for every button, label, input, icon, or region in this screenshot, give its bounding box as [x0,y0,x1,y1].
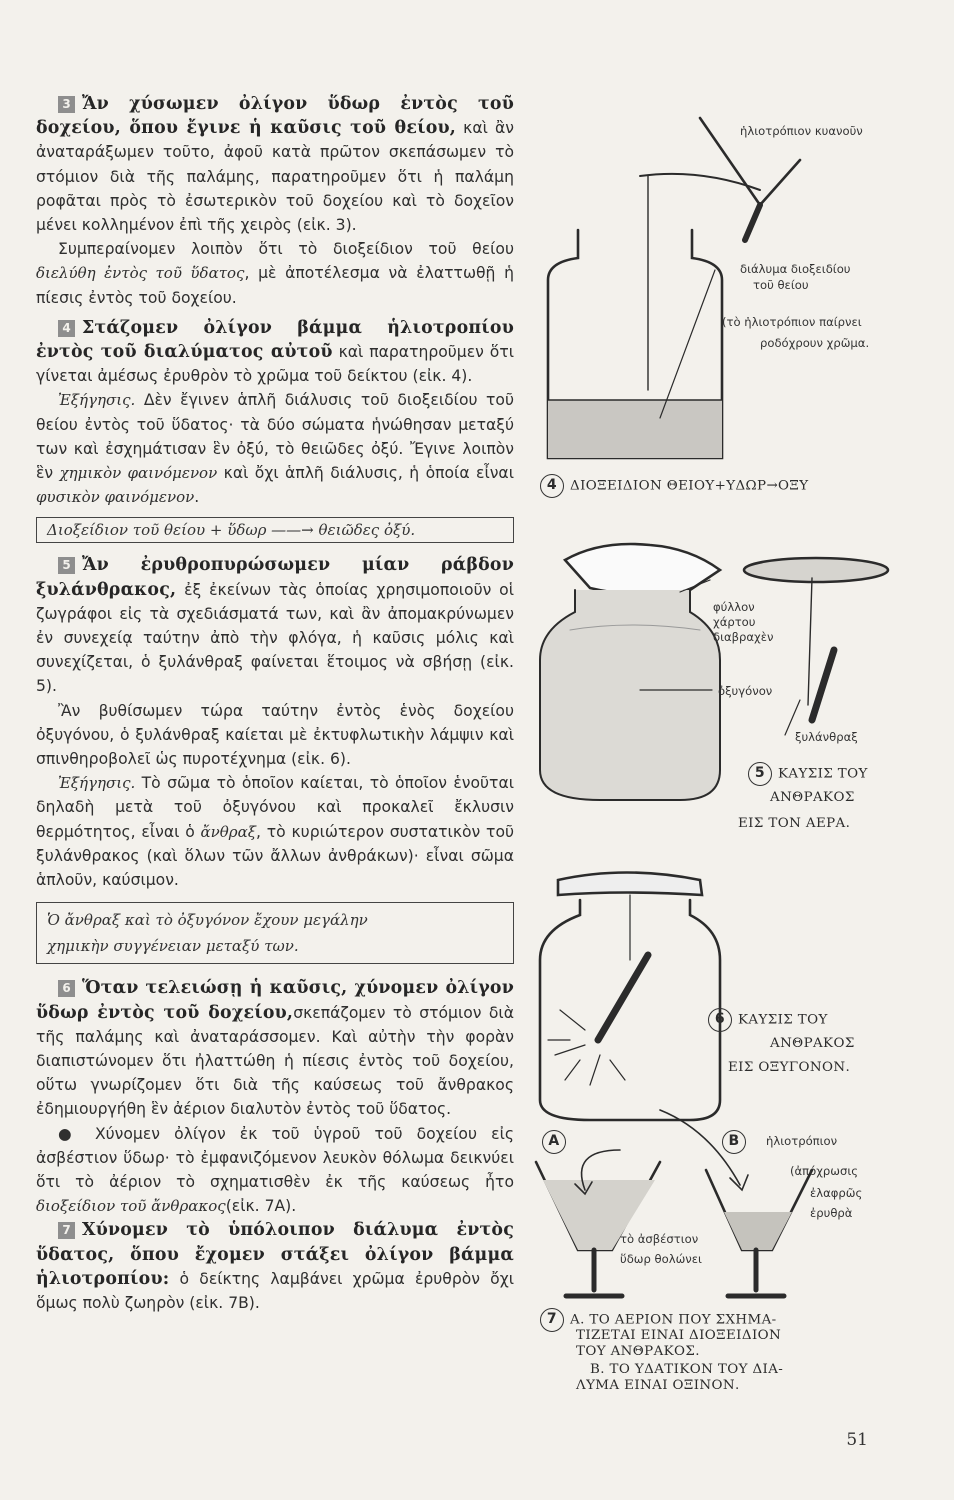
conclusion-text: Συμπεραίνομεν λοιπὸν ὅτι τὸ διοξείδιον τοῦ θείου [58,240,514,259]
explanation-text-5-end: , τὸ κυριώτερον συστατικὸν τοῦ ξυλάνθρακος (καὶ ὅλων τῶν ἄλλων ἀνθράκων)· εἶναι σῶμα ἁπλοῦν, καύσιμον. [36,822,515,890]
fig7-mark-a [542,1130,572,1154]
section-number-7: 7 [58,1222,75,1239]
section-7-heading: Χύνομεν τὸ ὑπόλοιπον διάλυμα ἐντὸς ὕδατος, ὅπου ἔχομεν στάξει ὀλίγον βάμμα ἡλιοτροπίου: [36,1220,514,1289]
section-number-3: 3 [58,96,75,113]
fig7-red-label: ἐρυθρὰ [810,1206,853,1220]
fig5-paper-label-3: διαβραχὲν [713,630,774,644]
fig4-number: 4 [540,474,564,498]
section-number-4: 4 [58,320,75,337]
fig7-number: 7 [540,1308,564,1332]
fig6-jar [540,873,720,1121]
section-5-body-2: Ἂν βυθίσωμεν τώρα ταύτην ἐντὸς ἑνὸς δοχείου ὀξυγόνου, ὁ ξυλάνθραξ καίεται μὲ ἐκτυφλωτικὴν λάμψιν καὶ σπινθηροβολεῖ ὡς πυροτέχνημα (εἰκ. 6). [36,701,514,769]
page-number: 51 [846,1430,868,1450]
affinity-box-line-1: Ὁ ἄνθραξ καὶ τὸ ὀξυγόνον ἔχουν μεγάλην [47,911,368,930]
fig6-caption-line-1: ΚΑΥΣΙΣ ΤΟΥ [738,1012,828,1028]
bullet-icon: ● [58,1124,81,1143]
fig4-litmus-label: ἡλιοτρόπιον κυανοῦν [740,124,863,138]
section-5-heading: Ἄν ἐρυθροπυρώσωμεν μίαν ράβδον ξυλάνθρακος, [36,555,514,600]
explanation-italic-2: φυσικὸν φαινόμενον [36,488,195,507]
section-number-5: 5 [58,557,75,574]
fig7-mark-a-circle: A [542,1130,566,1154]
section-5-body: ἐξ ἐκείνων τὰς ὁποίας χρησιμοποιοῦν οἱ ζωγράφοι εἰς τὰ σχεδιάσματά των, καὶ ἂν ἀπομακρύνωμεν ἐν συνεχείᾳ ταύτην ἀπὸ τὴν φλόγα, ἡ καῦσις μόλις καὶ συνεχίζεται, ὁ ξυλάνθραξ φαίνεται ἕτοιμος νὰ σβήσῃ (εἰκ. 5). [36,580,514,696]
fig7-caption-line-4: Β. ΤΟ ΥΔΑΤΙΚΟΝ ΤΟΥ ΔΙΑ- [590,1362,784,1377]
fig7-glass-a [536,1162,660,1296]
fig5-paper-label-2: χάρτου [713,615,756,629]
fig5-caption-line-3: ΕΙΣ ΤΟΝ ΑΕΡΑ. [738,816,851,831]
section-6-text: Χύνομεν ὀλίγον ἐκ τοῦ ὑγροῦ τοῦ δοχείου εἰς ἀσβέστιον ὕδωρ· τὸ ἐμφανιζόμενον λευκὸν θόλωμα δεικνύει ὅτι τὸ ἀέριον τὸ σχηματισθὲν ἐκ τῆς καύσεως ἦτο [36,1124,515,1191]
fig4-note-label-2: ροδόχρουν χρῶμα. [760,336,870,350]
explanation-label-5: Ἐξήγησις. [58,774,136,793]
fig5-caption-line-2: ΑΝΘΡΑΚΟΣ [770,790,855,805]
fig7-caption-line-1: Α. ΤΟ ΑΕΡΙΟΝ ΠΟΥ ΣΧΗΜΑ- [570,1312,777,1328]
section-6-heading: Ὅταν τελειώσῃ ἡ καῦσις, χύνομεν ὀλίγον ὕδωρ ἐντὸς τοῦ δοχείου, [36,978,514,1023]
conclusion-italic: διελύθη ἐντὸς τοῦ ὕδατος [36,264,245,283]
fig6-caption-line-3: ΕΙΣ ΟΞΥΓΟΝΟΝ. [728,1060,851,1075]
fig6-caption-line-2: ΑΝΘΡΑΚΟΣ [770,1036,855,1051]
fig7-lime-label-1: τὸ ἀσβέστιον [620,1232,699,1246]
section-6-italic: διοξείδιον τοῦ ἄνθρακος [36,1197,226,1216]
section-number-6: 6 [58,980,75,997]
section-4-body: καὶ παρατηροῦμεν ὅτι γίνεται ἀμέσως ἐρυθρὸν τὸ χρῶμα τοῦ δείκτου (εἰκ. 4). [36,343,514,386]
fig7-mark-b-circle: B [722,1130,746,1154]
fig5-number: 5 [748,762,772,786]
fig7-lime-label-2: ὕδωρ θολώνει [620,1252,702,1266]
section-3-body: καὶ ἂν ἀναταράξωμεν τοῦτο, ἀφοῦ κατὰ πρῶτον σκεπάσωμεν τὸ στόμιον διὰ τῆς παλάμης, παρατηροῦμεν ὅτι ἡ παλάμη ροφᾶται πρὸς τὸ ἐσωτερικὸν τοῦ δοχείου καὶ τὸ δοχεῖον μένει κολλημένον ἐπὶ τῆς χειρὸς (εἰκ. 3). [36,119,514,235]
section-3-heading: Ἄν χύσωμεν ὀλίγον ὕδωρ ἐντὸς τοῦ δοχείου, ὅπου ἔγινε ἡ καῦσις τοῦ θείου, [36,94,514,139]
fig4-caption-text: ΔΙΟΞΕΙΔΙΟΝ ΘΕΙΟΥ+ΥΔΩΡ→ΟΞΥ [570,478,809,494]
fig7-litmus-label: ἡλιοτρόπιον [766,1134,838,1148]
explanation-italic-1: χημικὸν φαινόμενον [59,464,218,483]
section-7-body: ὁ δείκτης λαμβάνει χρῶμα ἐρυθρὸν ὄχι ὅμως πολὺ ζωηρὸν (εἰκ. 7Β). [36,1269,514,1312]
fig7-caption-line-2: ΤΙΖΕΤΑΙ ΕΙΝΑΙ ΔΙΟΞΕΙΔΙΟΝ [576,1328,782,1343]
explanation-text-5: Τὸ σῶμα τὸ ὁποῖον καίεται, τὸ ὁποῖον ἑνοῦται δηλαδὴ μετὰ τοῦ ὀξυγόνου καὶ προκαλεῖ ἔκλυσιν θερμότητος, εἶναι ὁ [36,774,514,841]
affinity-box-line-2: χημικὴν συγγένειαν μεταξύ των. [47,937,299,956]
fig7-caption-line-5: ΛΥΜΑ ΕΙΝΑΙ ΟΞΙΝΟΝ. [576,1378,740,1393]
explanation-text-2: καὶ ὄχι ἁπλῆ διάλυσις, ἡ ὁποία εἶναι [217,464,514,483]
fig5-charcoal-label: ξυλάνθραξ [795,730,858,744]
section-4-heading: Στάζομεν ὀλίγον βάμμα ἡλιοτροπίου ἐντὸς τοῦ διαλύματος αὐτοῦ [36,317,514,363]
fig4-solution-label-2: τοῦ θείου [753,278,809,292]
fig5-oxygen-label: ὀξυγόνον [718,684,773,698]
explanation-label: Ἐξήγησις. [58,391,136,410]
fig6-caption [708,1008,828,1032]
fig5-jar [540,544,720,800]
fig7-light-label: ἐλαφρῶς [810,1186,863,1200]
fig4-note-label-1: (τὸ ἡλιοτρόπιον παίρνει [722,315,862,329]
explanation-text: Δὲν ἔγινεν ἁπλῆ διάλυσις τοῦ διοξειδίου τοῦ θείου ἐντὸς τοῦ ὕδατος· τὰ δύο σώματα ἡνώθησαν μεταξύ των καὶ ἐσχημάτισαν ἓν ὀξύ, τὸ θειῶδες ὀξύ. Ἔγινε λοιπὸν ἓν [36,391,514,483]
fig5-caption-line-1: ΚΑΥΣΙΣ ΤΟΥ [778,766,868,782]
fig7-caption-line-3: ΤΟΥ ΑΝΘΡΑΚΟΣ. [576,1344,700,1359]
fig5-caption [748,762,868,786]
section-6-body: σκεπάζομεν τὸ στόμιον διὰ τῆς παλάμης καὶ ἀναταράσσομεν. Καὶ αὐτὴν τὴν φορὰν διαπιστώνομεν ὅτι ἠλαττώθη ἡ πίεσις ἐντὸς τοῦ δοχείου, οὕτω γνωρίζομεν ὅτι διὰ τῆς καύσεως τοῦ ἄνθρακος ἐδημιουργήθη ἓν ἀέριον διαλυτὸν ἐντὸς τοῦ ὕδατος. [36,1003,514,1119]
explanation-end: . [194,488,200,507]
section-6-end: (εἰκ. 7Α). [225,1197,297,1216]
fig7-glass-b [706,1170,812,1296]
fig6-number: 6 [708,1008,732,1032]
fig4-bottle [548,230,722,458]
conclusion-text-end: , μὲ ἀποτέλεσμα νὰ ἐλαττωθῇ ἡ πίεσις ἐντὸς τοῦ δοχείου. [36,264,514,307]
fig7-colorless-label: (ἀπόχρωσις [790,1164,859,1178]
fig7-mark-b [722,1130,752,1154]
fig4-solution-label-1: διάλυμα διοξειδίου [740,262,851,276]
explanation-italic-5: ἄνθραξ [200,822,257,841]
fig5-paper-label-1: φύλλον [713,600,755,614]
fig4-caption [540,474,809,498]
equation-box: Διοξείδιον τοῦ θείου + ὕδωρ ——→ θειῶδες ὀξύ. [36,517,514,543]
fig5-spoon [744,558,888,735]
